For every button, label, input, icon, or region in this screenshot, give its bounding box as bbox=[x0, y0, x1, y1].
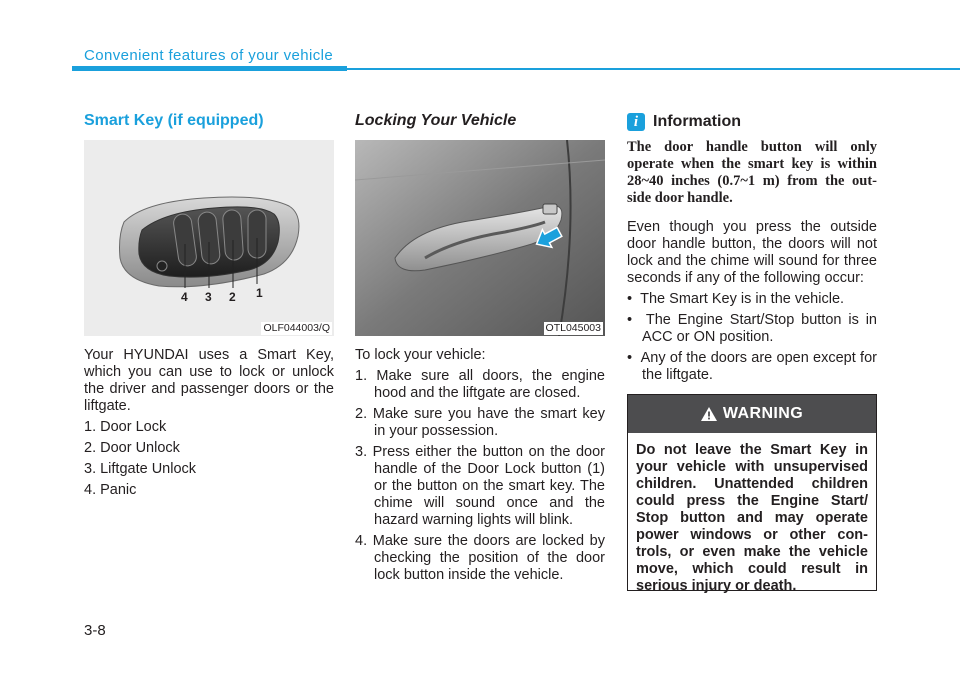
callout-1: 1 bbox=[256, 286, 263, 300]
information-bullets bbox=[627, 291, 877, 384]
warning-bar bbox=[628, 395, 876, 433]
warning-label: WARNING bbox=[722, 405, 804, 422]
smart-key-column bbox=[84, 110, 334, 503]
list-item: 4. Make sure the doors are locked by checking the position of the door lock button inside the vehicle. bbox=[355, 533, 605, 583]
list-item: • The Engine Start/Stop button is in ACC or ON position. bbox=[627, 312, 877, 345]
list-item: 4. Panic bbox=[84, 482, 137, 498]
info-icon: i bbox=[627, 113, 645, 131]
locking-column bbox=[355, 110, 605, 588]
page-number: 3-8 bbox=[84, 622, 106, 639]
figure-code: OLF044003/Q bbox=[263, 322, 330, 334]
list-item: 1. Make sure all doors, the engine hood and the liftgate are closed. bbox=[355, 368, 605, 401]
header-rule-thick bbox=[72, 66, 347, 71]
list-item: 3. Liftgate Unlock bbox=[84, 461, 197, 477]
information-header bbox=[627, 111, 877, 133]
list-item: 2. Door Unlock bbox=[84, 440, 180, 456]
figure-code: OTL045003 bbox=[545, 322, 601, 334]
list-item: • The Smart Key is in the vehicle. bbox=[627, 291, 845, 307]
list-item: 3. Press either the button on the door handle of the Door Lock button (1) or the button on the smart key. The chime will sound once and the hazard warning lights will blink. bbox=[355, 444, 605, 528]
information-body: Even though you press the outside door handle button, the doors will not lock and the chime will sound for three seconds if any of the following occur: bbox=[627, 219, 877, 286]
smart-key-heading: Smart Key (if equipped) bbox=[84, 112, 264, 129]
locking-intro: To lock your vehicle: bbox=[355, 347, 486, 363]
callout-3: 3 bbox=[205, 290, 212, 304]
door-handle-illustration bbox=[355, 140, 605, 336]
list-item: 1. Door Lock bbox=[84, 419, 167, 435]
warning-triangle-icon bbox=[701, 407, 717, 421]
smart-key-illustration bbox=[84, 140, 334, 336]
header-rule-thin bbox=[347, 68, 960, 70]
section-title: Convenient features of your vehicle bbox=[84, 47, 334, 64]
information-column bbox=[627, 110, 877, 388]
smart-key-button-list bbox=[84, 419, 334, 499]
door-handle-figure bbox=[355, 140, 605, 336]
list-item: • Any of the doors are open except for the liftgate. bbox=[627, 350, 877, 383]
information-title: Information bbox=[653, 113, 741, 130]
list-item: 2. Make sure you have the smart key in your possession. bbox=[355, 406, 605, 439]
warning-text: Do not leave the Smart Key in your vehicle with unsupervised children. Unattended children could press the Engine Start/ Stop button and may operate power windows or other con-trols, or even make the vehicle move, which could result in serious injury or death. bbox=[636, 442, 868, 594]
locking-steps bbox=[355, 368, 605, 584]
smart-key-figure bbox=[84, 140, 334, 336]
information-note: The door handle button will only operate when the smart key is within 28~40 inches (0.7~1 m) from the out-side door handle. bbox=[627, 139, 877, 206]
locking-heading: Locking Your Vehicle bbox=[355, 112, 517, 129]
callout-4: 4 bbox=[181, 290, 188, 304]
callout-2: 2 bbox=[229, 290, 236, 304]
smart-key-intro: Your HYUNDAI uses a Smart Key, which you can use to lock or unlock the driver and passenger doors or the liftgate. bbox=[84, 347, 334, 414]
warning-box bbox=[627, 394, 877, 594]
